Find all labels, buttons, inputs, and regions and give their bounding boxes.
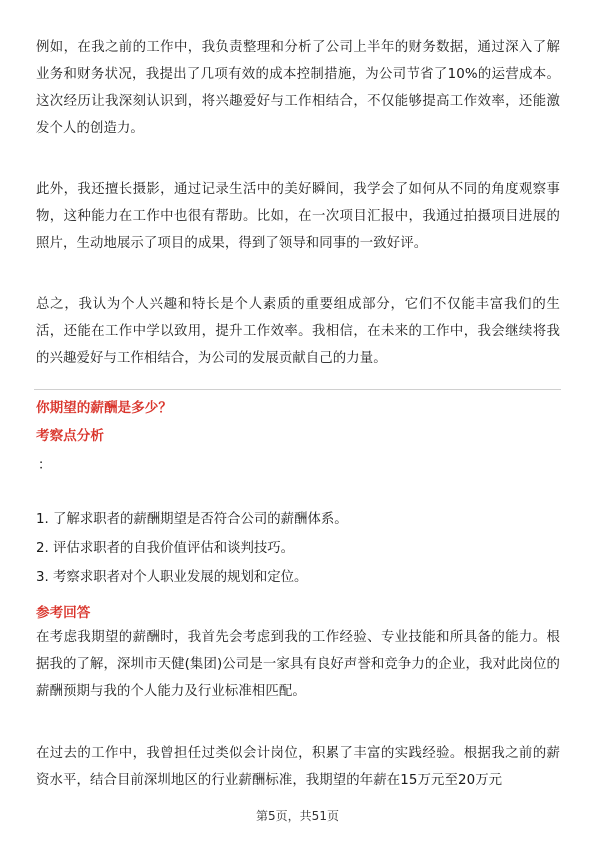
answer-heading: 参考回答 — [36, 605, 91, 621]
answer-paragraph-experience: 在考虑我期望的薪酬时，我首先会考虑到我的工作经验、专业技能和所具备的能力。根据我的了解，深圳市天健(集团)公司是一家具有良好声誉和竞争力的企业，我对此岗位的薪酬预期与我的个人能力及行业标准相匹配。 — [36, 630, 560, 699]
answer-paragraph-salary: 在过去的工作中，我曾担任过类似会计岗位，积累了丰富的实践经验。根据我之前的薪资水平，结合目前深圳地区的行业薪酬标准，我期望的年薪在15万元至20万元 — [36, 746, 560, 788]
paragraph-conclusion: 总之，我认为个人兴趣和特长是个人素质的重要组成部分，它们不仅能丰富我们的生活，还能在工作中学以致用，提升工作效率。我相信，在未来的工作中，我会继续将我的兴趣爱好与工作相结合，为公司的发展贡献自己的力量。 — [36, 297, 560, 366]
analysis-heading: 考察点分析 — [36, 428, 104, 444]
question-title: 你期望的薪酬是多少？ — [36, 400, 172, 416]
analysis-colon: ： — [38, 458, 52, 473]
list-item: 1. 了解求职者的薪酬期望是否符合公司的薪酬体系。 — [36, 512, 348, 527]
list-item: 2. 评估求职者的自我价值评估和谈判技巧。 — [36, 541, 295, 556]
page-number: 第5页，共51页 — [256, 809, 339, 823]
paragraph-photography: 此外，我还擅长摄影，通过记录生活中的美好瞬间，我学会了如何从不同的角度观察事物，这种能力在工作中也很有帮助。比如，在一次项目汇报中，我通过拍摄项目进展的照片，生动地展示了项目的成果，得到了领导和同事的一致好评。 — [36, 182, 560, 251]
paragraph-example-finance: 例如，在我之前的工作中，我负责整理和分析了公司上半年的财务数据，通过深入了解业务和财务状况，我提出了几项有效的成本控制措施，为公司节省了10%的运营成本。这次经历让我深刻认识到，将兴趣爱好与工作相结合，不仅能够提高工作效率，还能激发个人的创造力。 — [36, 40, 560, 136]
list-item: 3. 考察求职者对个人职业发展的规划和定位。 — [36, 570, 308, 585]
section-divider — [34, 389, 561, 390]
analysis-points-list — [36, 510, 348, 597]
